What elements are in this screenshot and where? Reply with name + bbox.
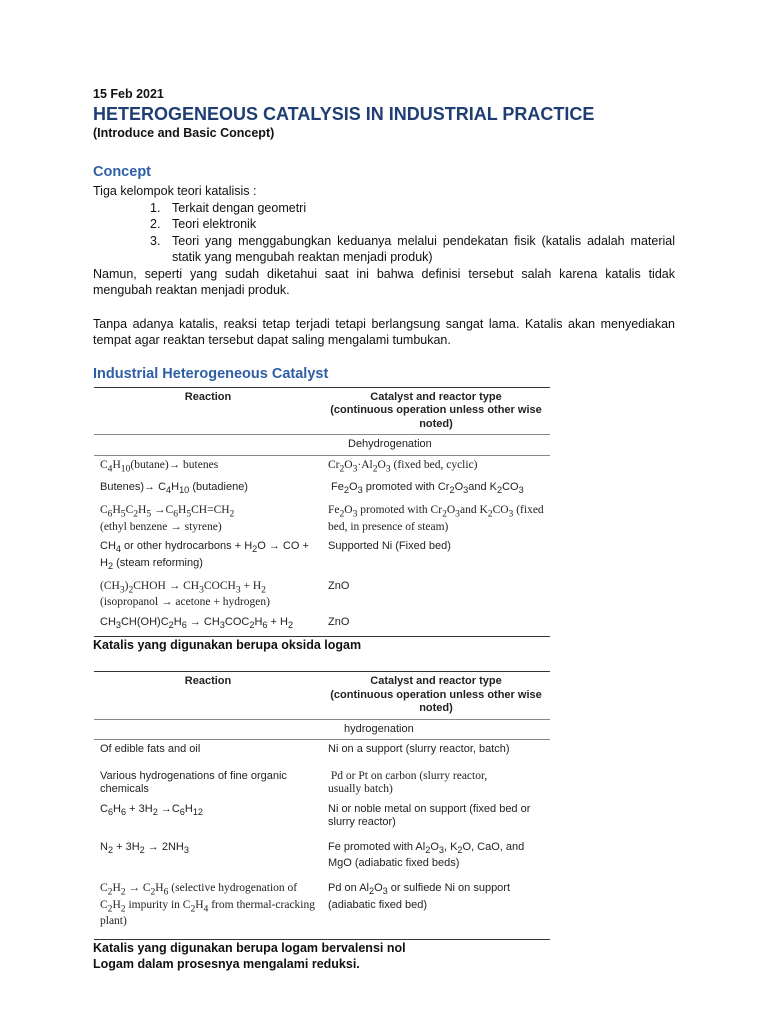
table-row: Butenes)→ $C_4H_{10}$ (butadiene) $Fe_2O_3$ promoted with $Cr_2O_3and$ $K_2CO_3$ [100,481,524,496]
column-header-reaction: Reaction [94,672,322,720]
group-label: hydrogenation [322,719,550,740]
document-title: HETEROGENEOUS CATALYSIS IN INDUSTRIAL PRACTICE [93,103,595,124]
table-row: Various hydrogenations of fine organic chemicals Pd or Pt on carbon (slurry reactor, usually batch) [100,769,488,796]
column-header-catalyst: Catalyst and reactor type (continuous operation unless other wise noted) [322,672,550,720]
table-row: $C_4H_{10}(butane)\to$ butenes $Cr_2O_3\cdot Al_2O_3$ (fixed bed, cyclic) [100,458,478,474]
document-date: 15 Feb 2021 [93,87,164,101]
concept-paragraph-1: Namun, seperti yang sudah diketahui saat ini bahwa definisi tersebut salah karena katalis tidak mengubah reaktan menjadi produk. [93,266,675,297]
table2-caption: Katalis yang digunakan berupa logam bervalensi nol [93,940,406,955]
section-heading-industrial: Industrial Heterogeneous Catalyst [93,365,329,382]
group-label: Dehydrogenation [322,435,550,456]
table-row: $C_6H_5C_2H_5 \to C_6H_5CH=CH_2$ (ethyl benzene → styrene) $Fe_2O_3$ promoted with $Cr_2O_3and$ $K_2CO_3$ (fixed bed, in presence of steam) [100,503,544,533]
list-item: 2. Teori elektronik [150,217,257,231]
table-row: $C_6H_6 + 3H_2 \to C_6H_{12}$ Ni or noble metal on support (fixed bed or slurry reactor) [100,802,531,829]
list-item: 3. Teori yang menggabungkan keduanya melalui pendekatan fisik (katalis adalah material statik yang mengubah reaktan menjadi produk) [150,233,675,264]
table1-caption: Katalis yang digunakan berupa oksida logam [93,637,362,652]
section-heading-concept: Concept [93,164,151,180]
table-row: $CH_4$ or other hydrocarbons + $H_2O$ → CO + $H_2$ (steam reforming) Supported Ni (Fixed bed) [100,540,451,572]
hydrogenation-table [94,671,550,940]
dehydrogenation-table [94,387,550,637]
theory-list [93,200,675,266]
column-header-catalyst: Catalyst and reactor type (continuous operation unless other wise noted) [322,387,550,435]
document-subtitle: (Introduce and Basic Concept) [93,125,275,140]
table-row: $N_2 + 3H_2 \to 2NH_3$ Fe promoted with $Al_2O_3$, $K_2O$, CaO, and MgO (adiabatic fixed beds) [100,840,525,870]
concept-paragraph-2: Tanpa adanya katalis, reaksi tetap terjadi tetapi berlangsung sangat lama. Katalis akan menyediakan tempat agar reaktan tersebut dapat saling mengalami tumbukan. [93,316,675,347]
table-row: $CH_3CH(OH)C_2H_6 \to CH_3COC_2H_6 + H_2$ ZnO [94,613,550,636]
table-row: $(CH_3)_2CHOH$ → $CH_3COCH_3 + H_2$ (isopropanol → acetone + hydrogen) ZnO [100,579,350,609]
table2-caption-2: Logam dalam prosesnya mengalami reduksi. [93,957,360,972]
list-item: 1. Terkait dengan geometri [150,200,307,215]
concept-intro: Tiga kelompok teori katalisis : [93,184,257,198]
table-row: Of edible fats and oil Ni on a support (slurry reactor, batch) [100,743,510,756]
column-header-reaction: Reaction [94,387,322,435]
table-row: $C_2H_2 \to C_2H_6$ (selective hydrogenation of $C_2H_2$ impurity in $C_2H_4$ from thermal-cracking plant) Pd on $Al_2O_3$ or sulfiede Ni on support (adiabatic fixed bed) [94,874,550,940]
document-page [93,86,675,973]
